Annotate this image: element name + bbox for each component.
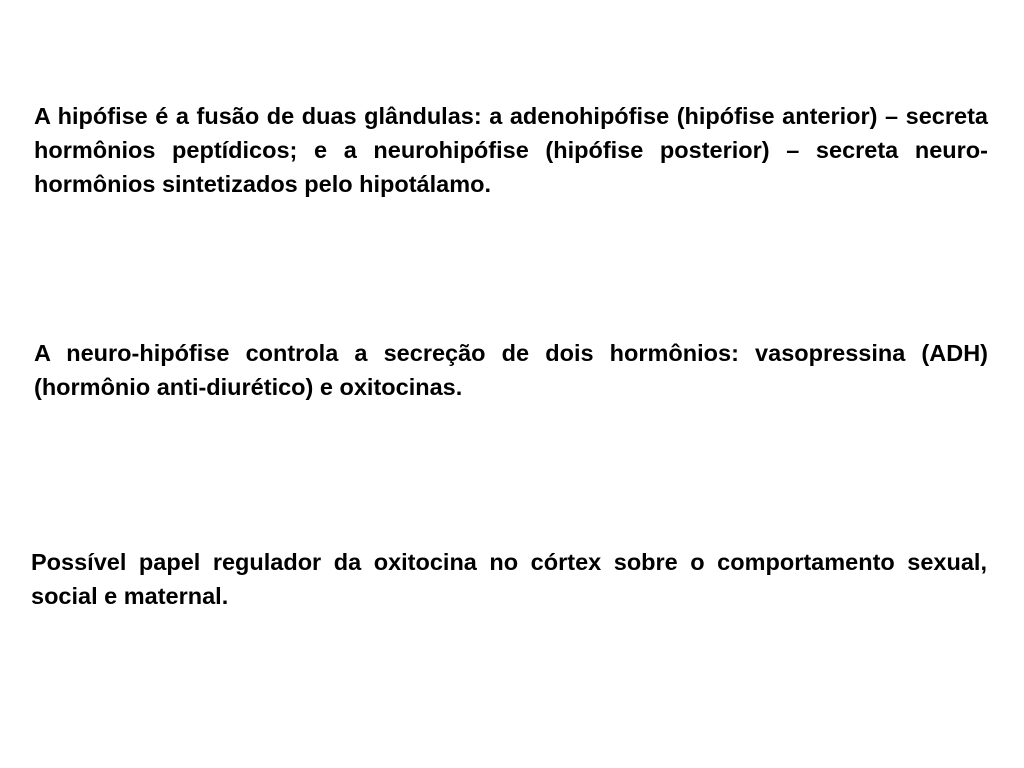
paragraph-oxytocin-role: Possível papel regulador da oxitocina no córtex sobre o comportamento sexual, social e maternal.	[31, 549, 987, 609]
paragraph-hypophysis-definition: A hipófise é a fusão de duas glândulas: a adenohipófise (hipófise anterior) – secreta hormônios peptídicos; e a neurohipófise (hipófise posterior) – secreta neuro-hormônios sintetizados pelo hipotálamo.	[34, 103, 988, 197]
paragraph-neurohypophysis-hormones: A neuro-hipófise controla a secreção de dois hormônios: vasopressina (ADH) (hormônio anti-diurético) e oxitocinas.	[34, 340, 988, 400]
